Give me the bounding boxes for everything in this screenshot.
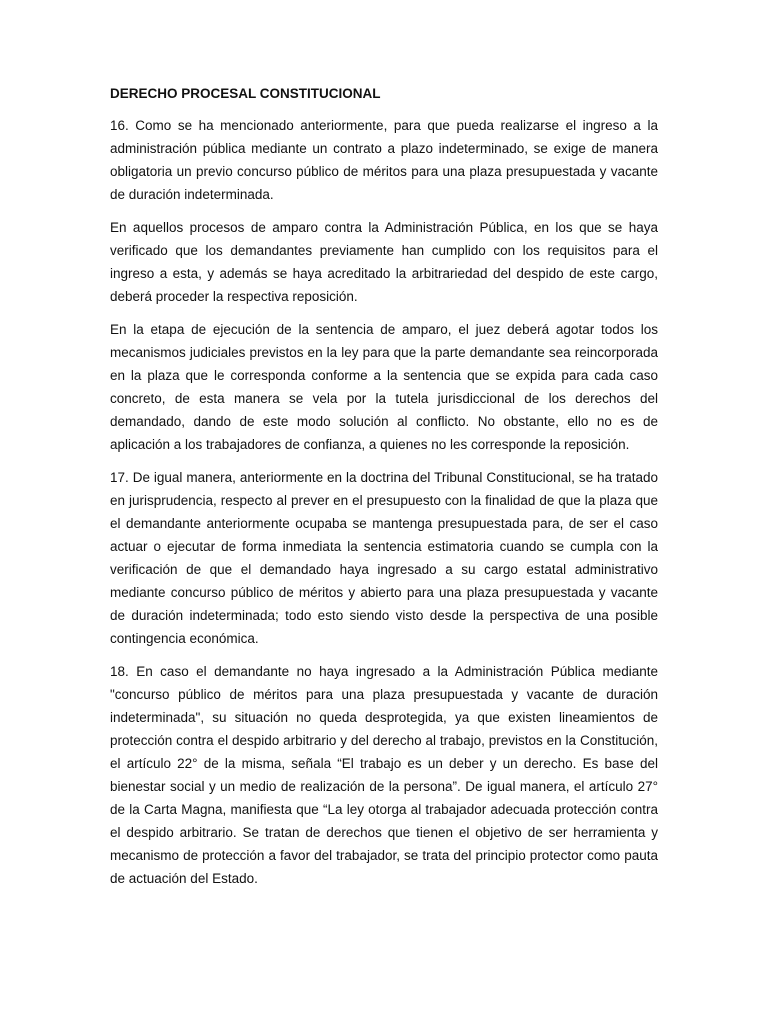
- document-page: [110, 83, 658, 900]
- paragraph-amparo-reposicion: En aquellos procesos de amparo contra la Administración Pública, en los que se haya verificado que los demandantes previamente han cumplido con los requisitos para el ingreso a esta, y además se haya acreditado la arbitrariedad del despido de este cargo, deberá proceder la respectiva reposición.: [110, 220, 658, 304]
- paragraph-16: 16. Como se ha mencionado anteriormente, para que pueda realizarse el ingreso a la administración pública mediante un contrato a plazo indeterminado, se exige de manera obligatoria un previo concurso público de méritos para una plaza presupuestada y vacante de duración indeterminada.: [110, 118, 658, 202]
- paragraph-ejecucion-sentencia: En la etapa de ejecución de la sentencia de amparo, el juez deberá agotar todos los mecanismos judiciales previstos en la ley para que la parte demandante sea reincorporada en la plaza que le corresponda conforme a la sentencia que se expida para cada caso concreto, de esta manera se vela por la tutela jurisdiccional de los derechos del demandado, dando de este modo solución al conflicto. No obstante, ello no es de aplicación a los trabajadores de confianza, a quienes no les corresponde la reposición.: [110, 322, 658, 452]
- paragraph-18: 18. En caso el demandante no haya ingresado a la Administración Pública mediante "concurso público de méritos para una plaza presupuestada y vacante de duración indeterminada", su situación no queda desprotegida, ya que existen lineamientos de protección contra el despido arbitrario y del derecho al trabajo, previstos en la Constitución, el artículo 22° de la misma, señala “El trabajo es un deber y un derecho. Es base del bienestar social y un medio de realización de la persona”. De igual manera, el artículo 27° de la Carta Magna, manifiesta que “La ley otorga al trabajador adecuada protección contra el despido arbitrario. Se tratan de derechos que tienen el objetivo de ser herramienta y mecanismo de protección a favor del trabajador, se trata del principio protector como pauta de actuación del Estado.: [110, 664, 658, 886]
- paragraph-17: 17. De igual manera, anteriormente en la doctrina del Tribunal Constitucional, se ha tratado en jurisprudencia, respecto al prever en el presupuesto con la finalidad de que la plaza que el demandante anteriormente ocupaba se mantenga presupuestada para, de ser el caso actuar o ejecutar de forma inmediata la sentencia estimatoria cuando se cumpla con la verificación de que el demandado haya ingresado a su cargo estatal administrativo mediante concurso público de méritos y abierto para una plaza presupuestada y vacante de duración indeterminada; todo esto siendo visto desde la perspectiva de una posible contingencia económica.: [110, 470, 658, 646]
- document-title: DERECHO PROCESAL CONSTITUCIONAL: [110, 86, 381, 101]
